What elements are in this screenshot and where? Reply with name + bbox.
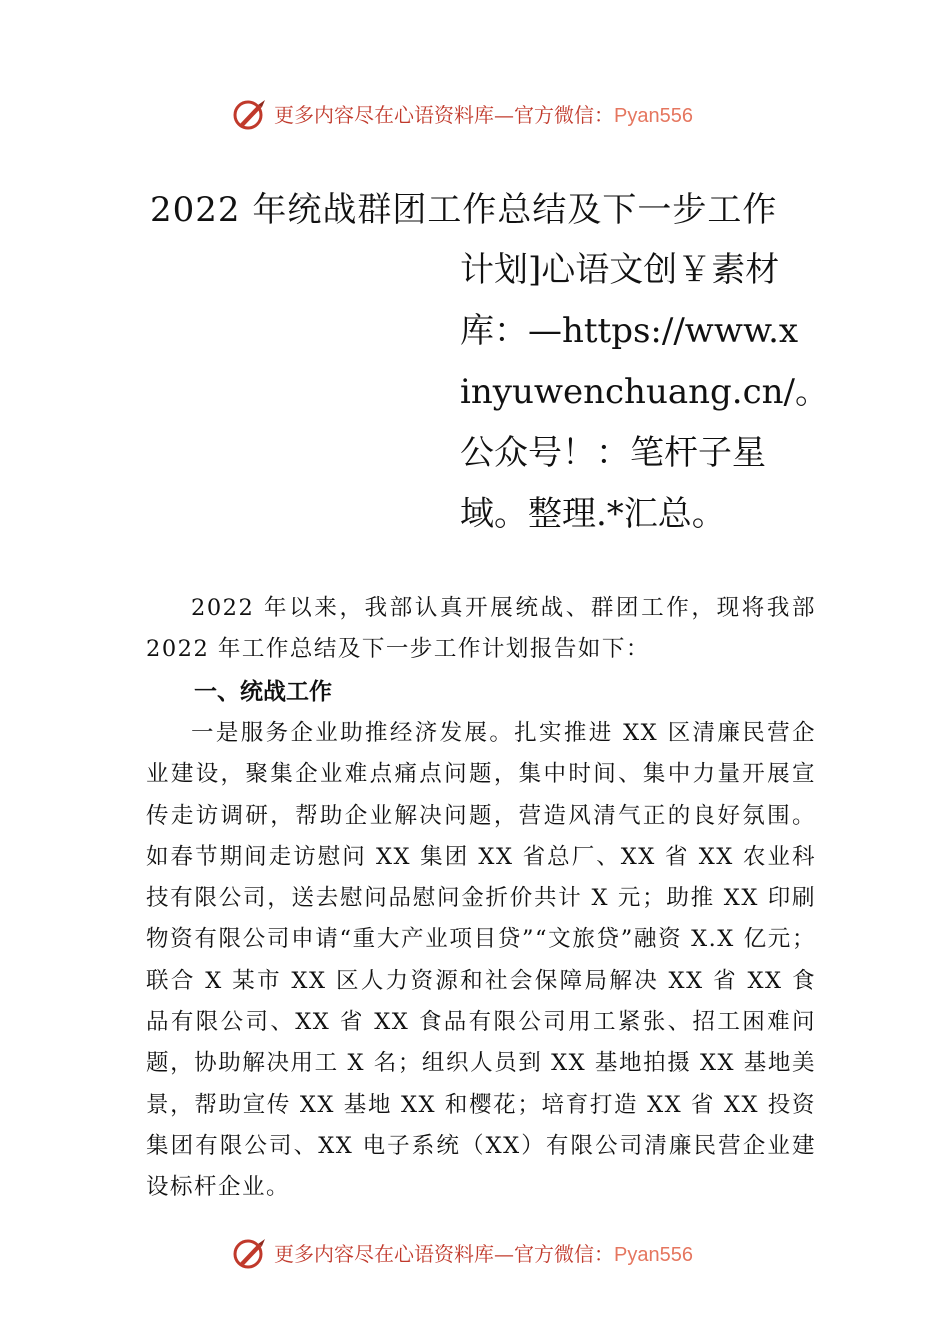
quill-logo-icon [232,1236,268,1272]
watermark-main: 更多内容尽在心语资料库 [274,1242,494,1266]
quill-logo-icon [232,97,268,133]
title-line-3: 库：—https://www.x [460,311,799,351]
watermark-text [274,103,693,128]
watermark-wechat-label: 官方微信： [514,1242,614,1266]
title-line-2: 计划]心语文创￥素材 [460,250,780,290]
footer-watermark-banner [0,1234,950,1274]
title-line-6: 域。整理.*汇总。 [460,494,726,534]
intro-section [146,588,816,671]
intro-paragraph: 2022 年以来，我部认真开展统战、群团工作，现将我部 2022 年工作总结及下一步工作计划报告如下： [146,595,816,663]
watermark-dash: — [494,1242,514,1266]
title-line-4: inyuwenchuang.cn/。 [460,372,829,412]
section-heading: 一、统战工作 [194,679,332,705]
document-title-continued [460,240,829,545]
watermark-wechat-label: 官方微信： [514,103,614,127]
title-line-5: 公众号！：笔杆子星 [460,433,766,473]
watermark-dash: — [494,103,514,127]
watermark-text [274,1242,693,1267]
body-paragraph: 一是服务企业助推经济发展。扎实推进 XX 区清廉民营企业建设，聚集企业难点痛点问题，集中时间、集中力量开展宣传走访调研，帮助企业解决问题，营造风清气正的良好氛围。如春节期间走访慰问 XX 集团 XX 省总厂、XX 省 XX 农业科技有限公司，送去慰问品慰问金折价共计 X 元；助推 XX 印刷物资有限公司申请“重大产业项目贷”“文旅贷”融资 X.X 亿元；联合 X 某市 XX 区人力资源和社会保障局解决 XX 省 XX 食品有限公司、XX 省 XX 食品有限公司用工紧张、招工困难问题，协助解决用工 X 名；组织人员到 XX 基地拍摄 XX 基地美景，帮助宣传 XX 基地 XX 和樱花；培育打造 XX 省 XX 投资集团有限公司、XX 电子系统（XX）有限公司清廉民营企业建设标杆企业。 [146,720,816,1201]
section-body [146,713,816,1209]
watermark-handle: Pyan556 [614,105,693,127]
document-title: 2022 年统战群团工作总结及下一步工作 [150,190,778,230]
header-watermark-banner [0,95,950,135]
watermark-handle: Pyan556 [614,1244,693,1266]
watermark-main: 更多内容尽在心语资料库 [274,103,494,127]
